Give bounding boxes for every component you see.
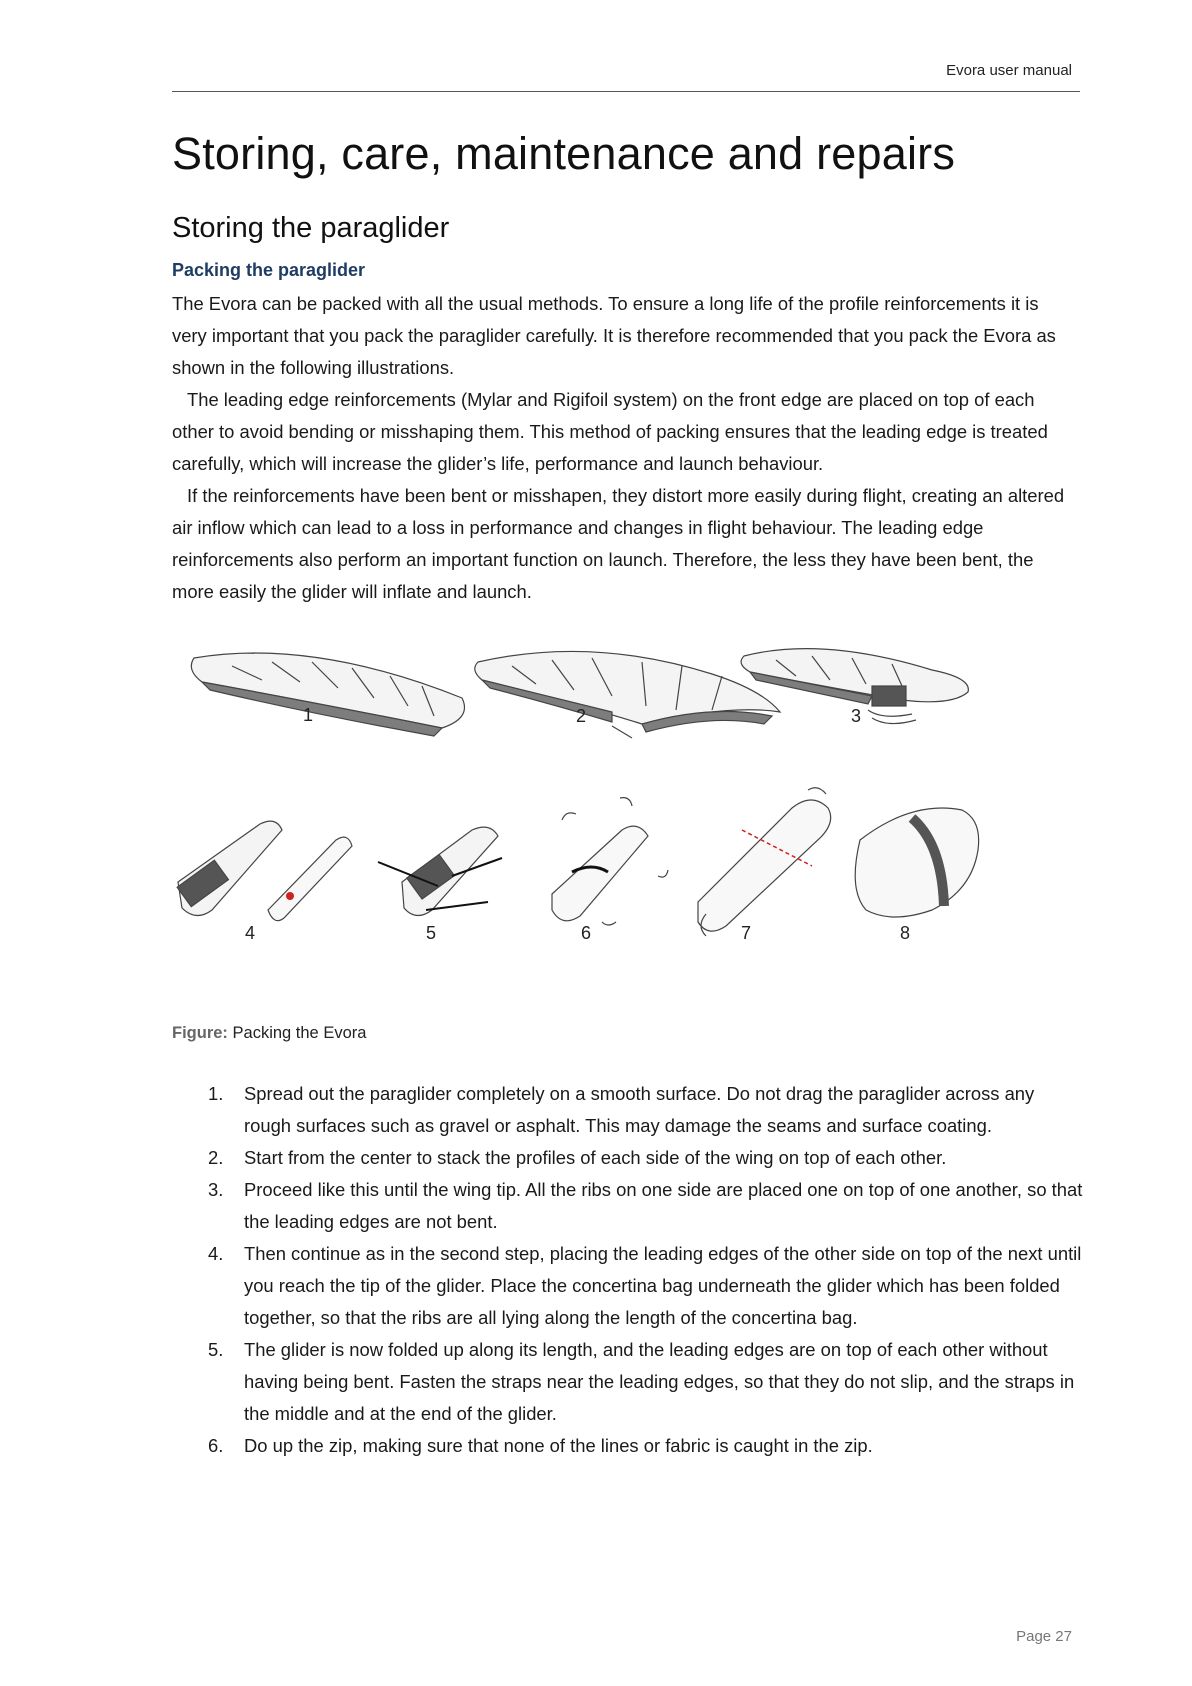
packing-steps-list bbox=[200, 1078, 1085, 1462]
list-item-number: 5. bbox=[208, 1339, 224, 1360]
list-item-text: Then continue as in the second step, placing the leading edges of the other side on top of the next until you reach the tip of the glider. Place the concertina bag underneath the glider which has been folded together, so that the ribs are all lying along the length of the concertina bag. bbox=[244, 1243, 1082, 1328]
list-item-number: 1. bbox=[208, 1083, 224, 1104]
figure-step-number: 4 bbox=[245, 923, 256, 943]
paragraph: If the reinforcements have been bent or misshapen, they distort more easily during flight, creating an altered air inflow which can lead to a loss in performance and changes in flight behaviour. The leading edge reinforcements also perform an important function on launch. Therefore, the less they have been bent, the more easily the glider will inflate and launch. bbox=[172, 485, 1065, 602]
header-divider bbox=[172, 91, 1080, 92]
figure-step-number: 7 bbox=[741, 923, 752, 943]
paragraph: The Evora can be packed with all the usual methods. To ensure a long life of the profile reinforcements it is very important that you pack the paraglider carefully. It is therefore recommended that you pack the Evora as shown in the following illustrations. bbox=[172, 293, 1056, 378]
paragraph: The leading edge reinforcements (Mylar and Rigifoil system) on the front edge are placed on top of each other to avoid bending or misshaping them. This method of packing ensures that the leading edge is treated carefully, which will increase the glider’s life, performance and launch behaviour. bbox=[172, 389, 1048, 474]
page-number: Page 27 bbox=[1016, 1628, 1072, 1645]
list-item-text: Start from the center to stack the profiles of each side of the wing on top of each other. bbox=[244, 1147, 947, 1168]
list-item-number: 4. bbox=[208, 1243, 224, 1264]
figure-step-number: 1 bbox=[303, 705, 314, 725]
list-item-number: 2. bbox=[208, 1147, 224, 1168]
list-item bbox=[200, 1142, 1085, 1174]
subsection-title: Packing the paraglider bbox=[172, 260, 366, 280]
illustration-step-2 bbox=[475, 651, 780, 738]
body-text bbox=[172, 288, 1077, 608]
figure-caption bbox=[172, 1024, 366, 1043]
list-item-number: 6. bbox=[208, 1435, 224, 1456]
figure-step-number: 6 bbox=[581, 923, 592, 943]
list-item bbox=[200, 1430, 1085, 1462]
list-item bbox=[200, 1174, 1085, 1238]
list-item bbox=[200, 1334, 1085, 1430]
list-item-text: Proceed like this until the wing tip. All the ribs on one side are placed one on top of one another, so that the leading edges are not bent. bbox=[244, 1179, 1083, 1232]
running-header: Evora user manual bbox=[946, 62, 1072, 79]
list-item-number: 3. bbox=[208, 1179, 224, 1200]
chapter-title: Storing, care, maintenance and repairs bbox=[172, 128, 956, 179]
illustration-step-6 bbox=[552, 798, 668, 925]
figure-step-number: 8 bbox=[900, 923, 911, 943]
illustration-step-8 bbox=[855, 808, 978, 917]
figure-step-number: 5 bbox=[426, 923, 437, 943]
list-item-text: Spread out the paraglider completely on a smooth surface. Do not drag the paraglider across any rough surfaces such as gravel or asphalt. This may damage the seams and surface coating. bbox=[244, 1083, 1035, 1136]
packing-figure bbox=[172, 640, 1052, 1020]
figure-step-number: 2 bbox=[576, 706, 587, 726]
section-title: Storing the paraglider bbox=[172, 212, 450, 244]
illustration-step-7 bbox=[698, 788, 831, 936]
figure-caption-text: Packing the Evora bbox=[232, 1024, 367, 1042]
illustration-step-1 bbox=[191, 653, 464, 736]
figure-step-number: 3 bbox=[851, 706, 862, 726]
list-item-text: Do up the zip, making sure that none of the lines or fabric is caught in the zip. bbox=[244, 1435, 873, 1456]
list-item bbox=[200, 1078, 1085, 1142]
illustration-step-4 bbox=[177, 821, 352, 921]
packing-illustrations bbox=[172, 640, 1052, 1020]
list-item bbox=[200, 1238, 1085, 1334]
list-item-text: The glider is now folded up along its length, and the leading edges are on top of each other without having being bent. Fasten the straps near the leading edges, so that they do not slip, and the straps in the middle and at the end of the glider. bbox=[244, 1339, 1075, 1424]
figure-caption-label: Figure: bbox=[172, 1024, 228, 1042]
illustration-step-5 bbox=[378, 827, 502, 915]
